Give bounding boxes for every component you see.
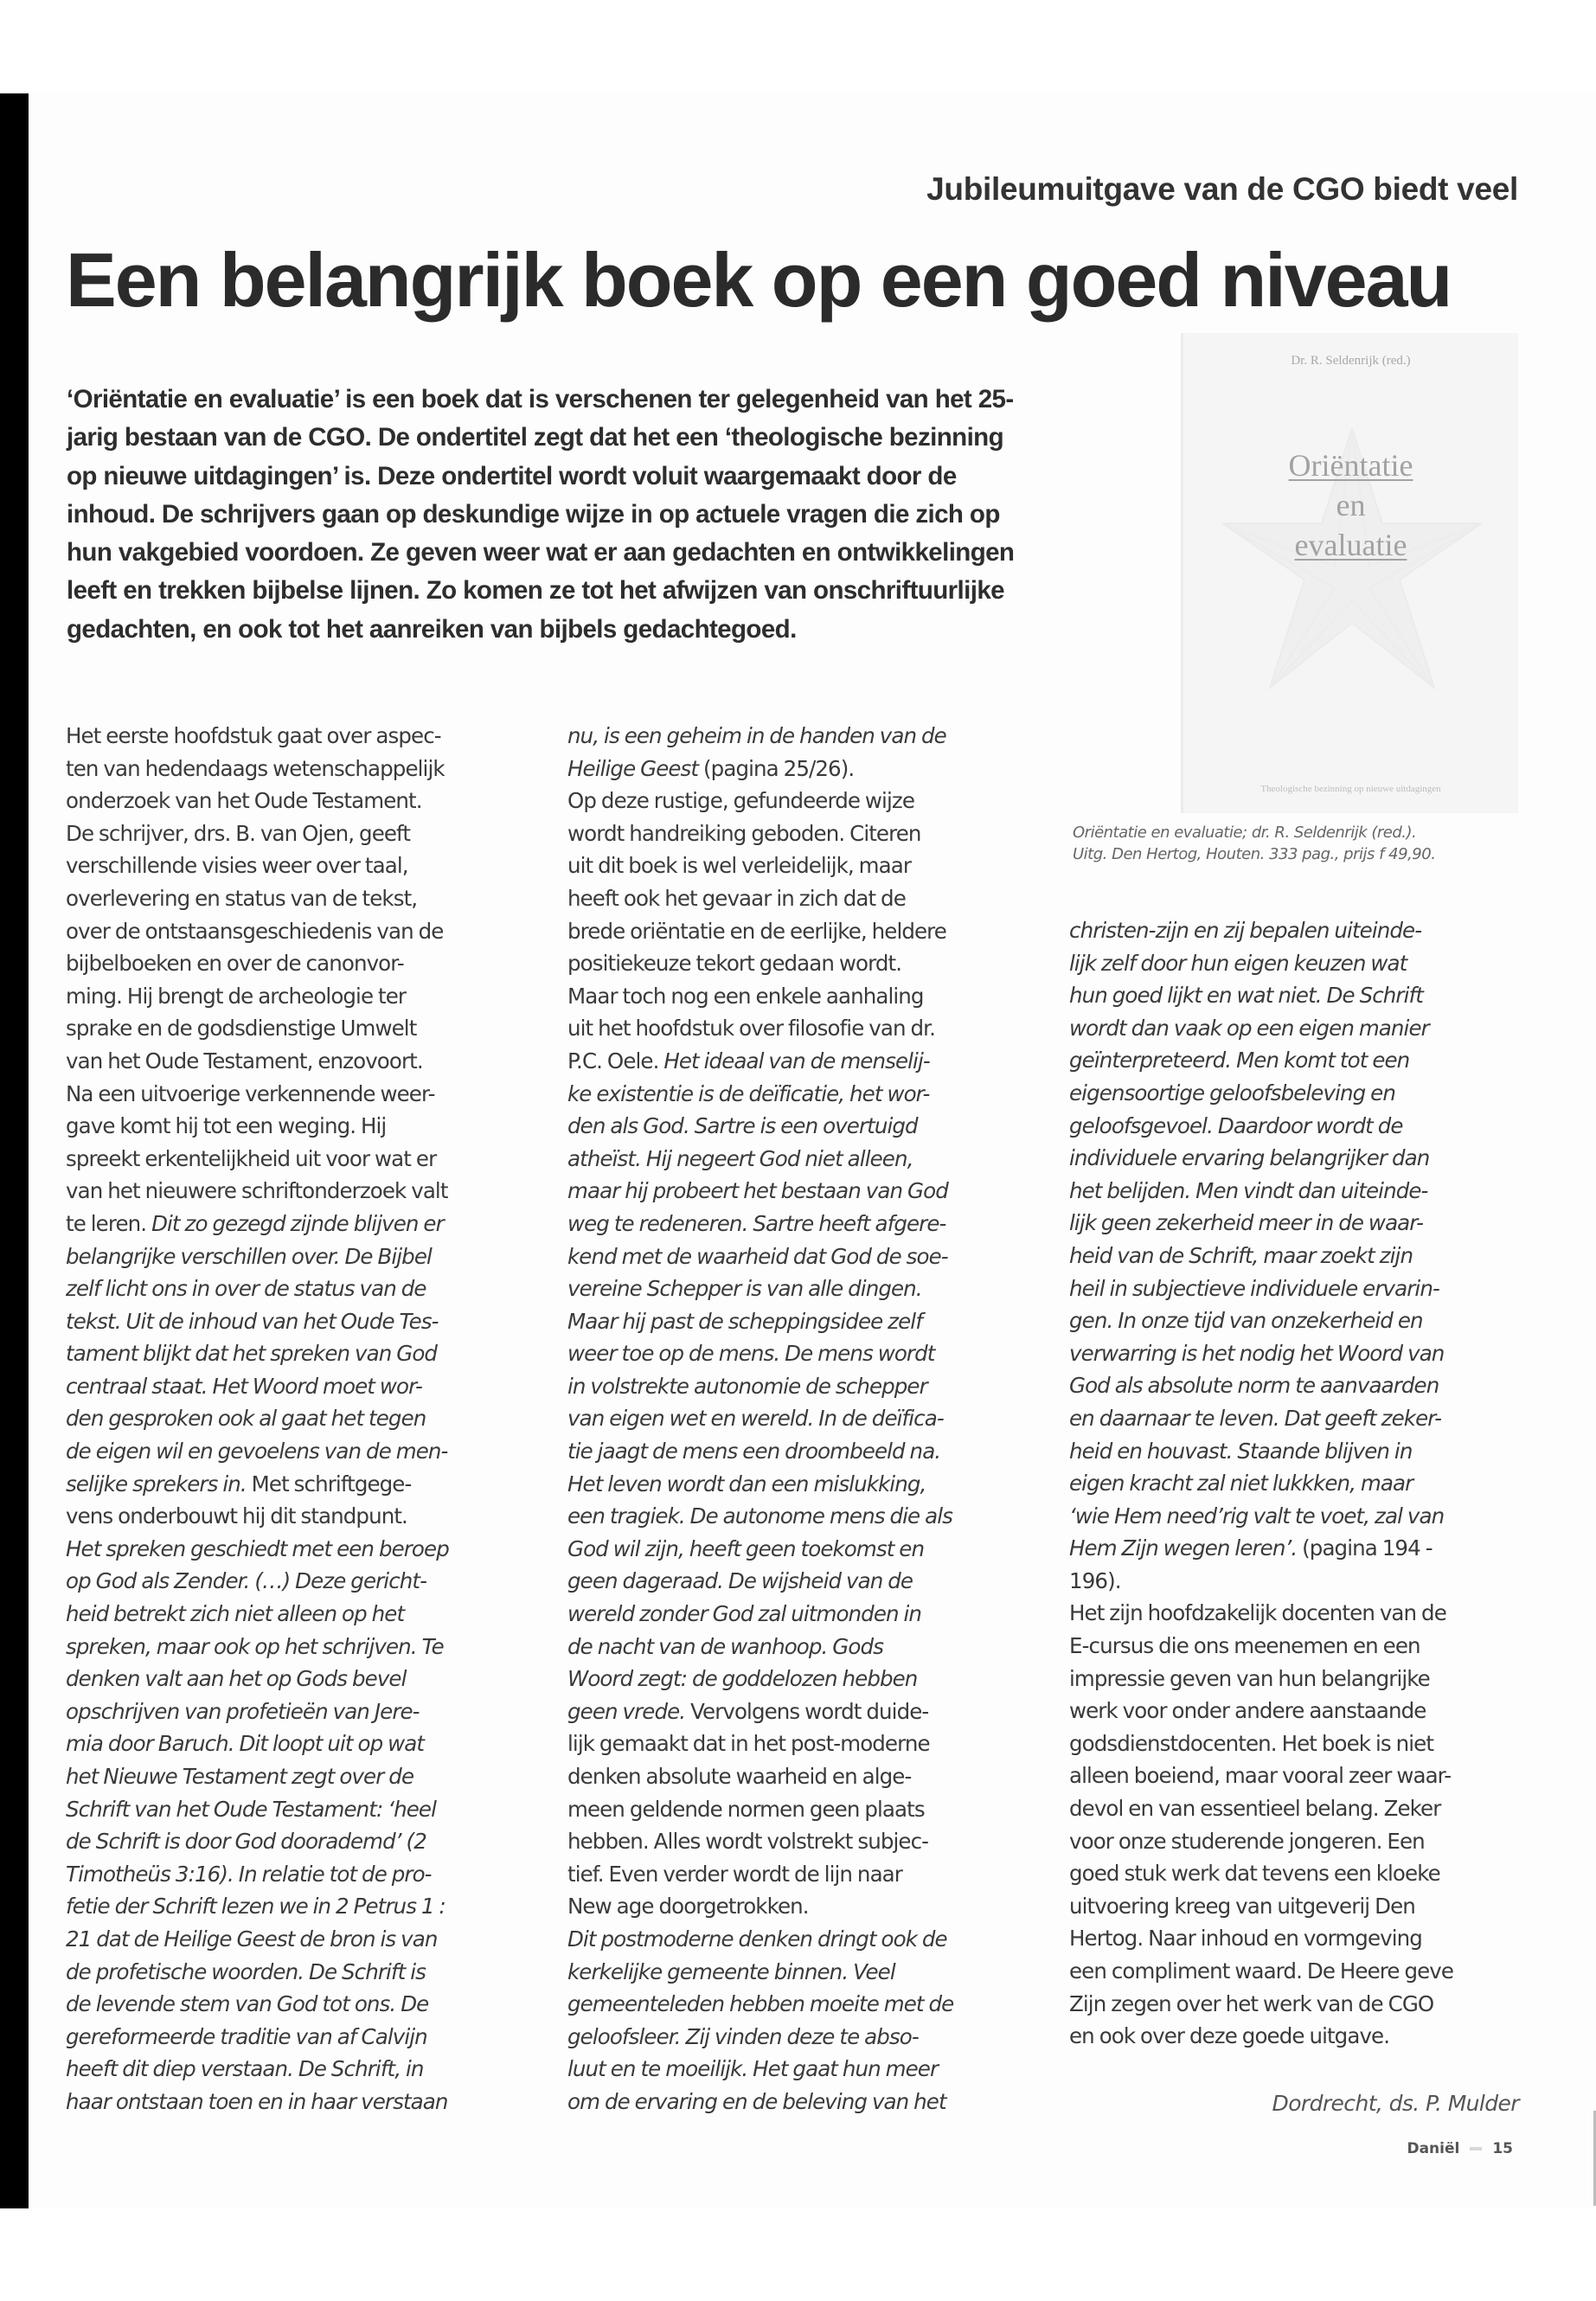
cover-subtitle: Theologische bezinning op nieuwe uitdagingen [1260, 784, 1441, 794]
page-number: 15 [1492, 2140, 1513, 2157]
italic-quote-text: wordt dan vaak op een eigen manier [1069, 1015, 1429, 1041]
italic-quote-text: selijke sprekers in. [66, 1471, 252, 1497]
italic-quote-text: het belijden. Men vindt dan uiteinde- [1069, 1177, 1428, 1203]
body-text: bijbelboeken en over de canonvor- [66, 951, 404, 977]
text-line [66, 753, 550, 785]
text-line [567, 1045, 1052, 1078]
body-text: sprake en de godsdienstige Umwelt [66, 1016, 417, 1042]
italic-quote-text: zelf licht ons in over de status van de [66, 1276, 426, 1302]
text-line [66, 882, 550, 915]
body-text: (pagina 25/26). [698, 755, 855, 781]
body-text: vens onderbouwt hij dit standpunt. [66, 1503, 407, 1529]
text-line [1069, 1175, 1554, 1208]
text-line [1069, 914, 1554, 947]
italic-quote-text: heeft dit diep verstaan. De Schrift, in [66, 2056, 424, 2082]
body-text: De schrijver, drs. B. van Ojen, geeft [66, 820, 411, 846]
body-text: gave komt hij tot een weging. Hij [66, 1113, 387, 1139]
body-text: voor onze studerende jongeren. Een [1069, 1828, 1425, 1854]
text-line [66, 1240, 550, 1273]
text-line [567, 1110, 1052, 1143]
text-line [567, 1012, 1052, 1045]
text-line [1069, 1012, 1554, 1045]
text-line [567, 1370, 1052, 1403]
text-line [1069, 1337, 1554, 1370]
text-line [1069, 947, 1554, 980]
italic-quote-text: geloofsleer. Zij vinden deze te abso- [567, 2023, 919, 2049]
italic-quote-text: gereformeerde traditie van af Calvijn [66, 2023, 427, 2049]
body-text: denken absolute waarheid en alge- [567, 1764, 912, 1789]
text-line [66, 947, 550, 980]
text-line [66, 1598, 550, 1631]
text-line [1069, 1597, 1554, 1630]
italic-quote-text: de levende stem van God tot ons. De [66, 1991, 429, 2017]
body-text: een compliment waard. De Heere geve [1069, 1958, 1454, 1984]
text-line [66, 1988, 550, 2021]
body-text: onderzoek van het Oude Testament. [66, 788, 422, 814]
italic-quote-text: gen. In onze tijd van onzekerheid en [1069, 1308, 1423, 1334]
italic-quote-text: nu, is een geheim in de handen van de [567, 723, 946, 748]
italic-quote-text: kend met de waarheid dat God de soe- [567, 1243, 948, 1269]
italic-quote-text: geen vrede. [567, 1698, 691, 1724]
italic-quote-text: ke existentie is de deïficatie, het wor- [567, 1080, 930, 1106]
text-line [66, 785, 550, 817]
body-text: brede oriëntatie en de eerlijke, heldere [567, 918, 946, 944]
text-line [1069, 1467, 1554, 1500]
text-line [567, 882, 1052, 915]
cover-title-line: en [1336, 488, 1366, 522]
text-line [66, 1858, 550, 1891]
text-line [567, 947, 1052, 980]
article-kicker: Jubileumuitgave van de CGO biedt veel [926, 171, 1518, 207]
italic-quote-text: Schrift van het Oude Testament: ‘heel [66, 1796, 436, 1822]
body-text: Het zijn hoofdzakelijk docenten van de [1069, 1600, 1446, 1626]
book-caption [1073, 822, 1557, 865]
body-text: Zijn zegen over het werk van de CGO [1069, 1990, 1434, 2016]
text-line [1069, 1922, 1554, 1955]
text-line [567, 1402, 1052, 1435]
italic-quote-text: het Nieuwe Testament zegt over de [66, 1764, 414, 1789]
text-line [1069, 1207, 1554, 1240]
text-line [66, 1825, 550, 1858]
body-text: werk voor onder andere aanstaande [1069, 1698, 1426, 1724]
text-line [567, 1240, 1052, 1273]
italic-quote-text: Woord zegt: de goddelozen hebben [567, 1666, 918, 1692]
body-text: uit het hoofdstuk over filosofie van dr. [567, 1016, 935, 1042]
text-line [1069, 1955, 1554, 1988]
text-line [66, 1208, 550, 1240]
article-column-2 [567, 720, 1052, 2118]
text-line [1069, 1142, 1554, 1175]
body-text: spreekt erkentelijkheid uit voor wat er [66, 1145, 437, 1171]
italic-quote-text: heid betrekt zich niet alleen op het [66, 1601, 405, 1627]
author-signature: Dordrecht, ds. P. Mulder [1272, 2091, 1519, 2116]
italic-quote-text: den als God. Sartre is een overtuigd [567, 1113, 918, 1139]
text-line [567, 915, 1052, 948]
body-text: Maar toch nog een enkele aanhaling [567, 983, 924, 1009]
text-line [66, 2053, 550, 2086]
text-line [1069, 1304, 1554, 1337]
italic-quote-text: weer toe op de mens. De mens wordt [567, 1341, 935, 1367]
text-line [567, 1078, 1052, 1111]
italic-quote-text: op God als Zender. (…) Deze gericht- [66, 1568, 427, 1594]
italic-quote-text: de profetische woorden. De Schrift is [66, 1958, 426, 1984]
text-line [66, 1045, 550, 1078]
body-text: 196). [1069, 1567, 1121, 1593]
article-intro: ‘Oriëntatie en evaluatie’ is een boek dat is verschenen ter gelegenheid van het 25-jarig bestaan van de CGO. De ondertitel zegt dat het een ‘theologische bezinning op nieuwe uitdagingen’ is. Deze ondertitel wordt voluit waargemaakt door de inhoud. De schrijvers gaan op deskundige wijze in op actuele vragen die zich op hun vakgebied voordoen. Ze geven weer wat er aan gedachten en ontwikkelingen leeft en trekken bijbelse lijnen. Zo komen ze tot het afwijzen van onschriftuurlijke gedachten, en ook tot het aanreiken van bijbels gedachtegoed. [67, 385, 1015, 644]
italic-quote-text: heid van de Schrift, maar zoekt zijn [1069, 1242, 1413, 1268]
text-line [66, 1468, 550, 1501]
text-line [1069, 1110, 1554, 1143]
text-line [1069, 2020, 1554, 2053]
italic-quote-text: denken valt aan het op Gods bevel [66, 1666, 407, 1692]
text-line [66, 1760, 550, 1793]
italic-quote-text: geïnterpreteerd. Men komt tot een [1069, 1048, 1410, 1074]
italic-quote-text: fetie der Schrift lezen we in 2 Petrus 1 : [66, 1894, 445, 1920]
italic-quote-text: God als absolute norm te aanvaarden [1069, 1373, 1439, 1399]
italic-quote-text: haar ontstaan toen en in haar verstaan [66, 2088, 448, 2114]
text-line [66, 1337, 550, 1370]
italic-quote-text: lijk geen zekerheid meer in de waar- [1069, 1210, 1424, 1236]
body-text: godsdienstdocenten. Het boek is niet [1069, 1730, 1434, 1756]
text-line [1069, 1792, 1554, 1825]
magazine-name: Daniël [1407, 2140, 1460, 2157]
italic-quote-text: wereld zonder God zal uitmonden in [567, 1601, 922, 1627]
text-line [567, 1500, 1052, 1533]
italic-quote-text: Maar hij past de scheppingsidee zelf [567, 1308, 922, 1334]
italic-quote-text: atheïst. Hij negeert God niet alleen, [567, 1145, 913, 1171]
italic-quote-text: om de ervaring en de beleving van het [567, 2088, 946, 2114]
text-line [66, 1078, 550, 1111]
italic-quote-text: eigen kracht zal niet lukkken, maar [1069, 1471, 1413, 1497]
text-line [1069, 1988, 1554, 2021]
italic-quote-text: tekst. Uit de inhoud van het Oude Tes- [66, 1308, 439, 1334]
text-line [567, 1175, 1052, 1208]
italic-quote-text: Dit postmoderne denken dringt ook de [567, 1926, 947, 1952]
text-line [1069, 1077, 1554, 1110]
text-line [567, 1695, 1052, 1728]
italic-quote-text: tament blijkt dat het spreken van God [66, 1341, 438, 1367]
body-text: verschillende visies weer over taal, [66, 853, 408, 879]
scan-binding-edge [0, 93, 29, 2208]
italic-quote-text: mia door Baruch. Dit loopt uit op wat [66, 1731, 425, 1757]
text-line [567, 2086, 1052, 2118]
text-line [66, 1956, 550, 1989]
body-text: impressie geven van hun belangrijke [1069, 1665, 1430, 1691]
text-line [66, 1143, 550, 1176]
italic-quote-text: 21 dat de Heilige Geest de bron is van [66, 1926, 438, 1952]
text-line [567, 1533, 1052, 1566]
body-text: over de ontstaansgeschiedenis van de [66, 918, 444, 944]
book-cover-image [1181, 333, 1518, 813]
body-text: en ook over deze goede uitgave. [1069, 2023, 1390, 2049]
text-line [66, 1663, 550, 1695]
text-line [66, 1110, 550, 1143]
text-line [66, 1923, 550, 1956]
body-text: Met schriftgege- [251, 1471, 412, 1497]
italic-quote-text: weg te redeneren. Sartre heeft afgere- [567, 1210, 946, 1236]
italic-quote-text: individuele ervaring belangrijker dan [1069, 1145, 1430, 1171]
italic-quote-text: eigensoortige geloofsbeleving en [1069, 1080, 1395, 1106]
page-footer [1407, 2140, 1513, 2157]
text-line [66, 1565, 550, 1598]
body-text: uitvoering kreeg van uitgeverij Den [1069, 1893, 1415, 1919]
text-line [66, 1305, 550, 1338]
article-headline: Een belangrijk boek op een goed niveau [66, 237, 1452, 323]
italic-quote-text: Hem Zijn wegen leren’. [1069, 1535, 1298, 1561]
text-line [567, 2021, 1052, 2054]
italic-quote-text: in volstrekte autonomie de schepper [567, 1373, 927, 1399]
italic-quote-text: ‘wie Hem need’rig valt te voet, zal van [1069, 1503, 1445, 1529]
italic-quote-text: centraal staat. Het Woord moet wor- [66, 1373, 422, 1399]
text-line [567, 1858, 1052, 1891]
body-text: New age doorgetrokken. [567, 1894, 809, 1920]
body-text: (pagina 194 - [1297, 1535, 1433, 1561]
text-line [1069, 1044, 1554, 1077]
body-text: Vervolgens wordt duide- [690, 1698, 929, 1724]
text-line [1069, 1500, 1554, 1533]
text-line [66, 2021, 550, 2054]
italic-quote-text: Dit zo gezegd zijnde blijven er [151, 1210, 444, 1236]
text-line [66, 1890, 550, 1923]
italic-quote-text: christen-zijn en zij bepalen uiteinde- [1069, 918, 1422, 943]
text-line [1069, 1240, 1554, 1272]
text-line [66, 1695, 550, 1728]
text-line [66, 2086, 550, 2118]
text-line [66, 1435, 550, 1468]
body-text: uit dit boek is wel verleidelijk, maar [567, 853, 912, 879]
text-line [567, 1337, 1052, 1370]
body-text: Op deze rustige, gefundeerde wijze [567, 788, 914, 814]
italic-quote-text: van eigen wet en wereld. In de deïfica- [567, 1406, 944, 1432]
text-line [567, 1890, 1052, 1923]
article-column-3 [1069, 914, 1554, 2053]
text-line [567, 1208, 1052, 1240]
text-line [567, 817, 1052, 850]
italic-quote-text: Timotheüs 3:16). In relatie tot de pro- [66, 1861, 432, 1887]
text-line [1069, 1630, 1554, 1663]
text-line [66, 1012, 550, 1045]
text-line [567, 1435, 1052, 1468]
text-line [66, 1175, 550, 1208]
text-line [567, 849, 1052, 882]
text-line [66, 817, 550, 850]
text-line [567, 1663, 1052, 1695]
italic-quote-text: verwarring is het nodig het Woord van [1069, 1340, 1445, 1366]
text-line [567, 1468, 1052, 1501]
text-line [66, 1793, 550, 1826]
text-line [66, 1370, 550, 1403]
body-text: lijk gemaakt dat in het post-moderne [567, 1731, 930, 1757]
article-column-1 [66, 720, 550, 2118]
text-line [66, 1533, 550, 1566]
text-line [66, 980, 550, 1013]
cover-author: Dr. R. Seldenrijk (red.) [1291, 354, 1411, 368]
text-line [1069, 1402, 1554, 1435]
italic-quote-text: belangrijke verschillen over. De Bijbel [66, 1243, 432, 1269]
body-text: wordt handreiking geboden. Citeren [567, 820, 921, 846]
italic-quote-text: heid en houvast. Staande blijven in [1069, 1438, 1413, 1464]
text-line [567, 1825, 1052, 1858]
italic-quote-text: de Schrift is door God doorademd’ (2 [66, 1829, 426, 1855]
text-line [1069, 1890, 1554, 1923]
text-line [1069, 1663, 1554, 1695]
body-text: heeft ook het gevaar in zich dat de [567, 885, 906, 911]
italic-quote-text: den gesproken ook al gaat het tegen [66, 1406, 426, 1432]
body-text: te leren. [66, 1210, 152, 1236]
text-line [567, 1305, 1052, 1338]
text-line [66, 1727, 550, 1760]
italic-quote-text: geloofsgevoel. Daardoor wordt de [1069, 1112, 1403, 1138]
cover-title-line: evaluatie [1294, 528, 1407, 562]
italic-quote-text: Het spreken geschiedt met een beroep [66, 1535, 449, 1561]
text-line [567, 1598, 1052, 1631]
text-line [567, 1272, 1052, 1305]
text-line [567, 1143, 1052, 1176]
italic-quote-text: een tragiek. De autonome mens die als [567, 1503, 952, 1529]
italic-quote-text: luut en te moeilijk. Het gaat hun meer [567, 2056, 939, 2082]
text-line [66, 1631, 550, 1663]
italic-quote-text: heil in subjectieve individuele ervarin- [1069, 1275, 1439, 1301]
body-text: hebben. Alles wordt volstrekt subjec- [567, 1829, 929, 1855]
text-line [567, 1793, 1052, 1826]
text-line [567, 785, 1052, 817]
text-line [1069, 1727, 1554, 1760]
body-text: meen geldende normen geen plaats [567, 1796, 925, 1822]
body-text: alleen boeiend, maar vooral zeer waar- [1069, 1763, 1452, 1789]
text-line [567, 1988, 1052, 2021]
body-text: ming. Hij brengt de archeologie ter [66, 983, 407, 1009]
italic-quote-text: de eigen wil en gevoelens van de men- [66, 1439, 448, 1465]
italic-quote-text: vereine Schepper is van alle dingen. [567, 1276, 922, 1302]
body-text: P.C. Oele. [567, 1048, 664, 1074]
italic-quote-text: gemeenteleden hebben moeite met de [567, 1991, 954, 2017]
italic-quote-text: Heilige Geest [567, 755, 699, 781]
italic-quote-text: lijk zelf door hun eigen keuzen wat [1069, 950, 1407, 976]
italic-quote-text: God wil zijn, heeft geen toekomst en [567, 1535, 925, 1561]
text-line [567, 980, 1052, 1013]
footer-separator [1470, 2147, 1482, 2150]
text-line [1069, 1857, 1554, 1890]
body-text: van het nieuwere schriftonderzoek valt [66, 1178, 448, 1204]
body-text: overlevering en status van de tekst, [66, 885, 418, 911]
text-line [1069, 1565, 1554, 1598]
body-text: Na een uitvoerige verkennende weer- [66, 1080, 435, 1106]
body-text: goed stuk werk dat tevens een kloeke [1069, 1861, 1440, 1887]
body-text: devol en van essentieel belang. Zeker [1069, 1796, 1441, 1822]
text-line [567, 1565, 1052, 1598]
text-line [1069, 1369, 1554, 1402]
text-line [1069, 1759, 1554, 1792]
italic-quote-text: kerkelijke gemeente binnen. Veel [567, 1958, 895, 1984]
cover-title-line: Oriëntatie [1288, 448, 1413, 483]
caption-line: Uitg. Den Hertog, Houten. 333 pag., prijs f 49,90. [1073, 845, 1436, 863]
text-line [1069, 1695, 1554, 1727]
text-line [66, 849, 550, 882]
body-text: ten van hedendaags wetenschappelijk [66, 755, 445, 781]
text-line [66, 1500, 550, 1533]
italic-quote-text: tie jaagt de mens een droombeeld na. [567, 1439, 941, 1465]
body-text: Het eerste hoofdstuk gaat over aspec- [66, 723, 441, 748]
body-text: E-cursus die ons meenemen en een [1069, 1633, 1420, 1659]
italic-quote-text: hun goed lijkt en wat niet. De Schrift [1069, 983, 1423, 1009]
text-line [66, 1402, 550, 1435]
text-line [567, 1956, 1052, 1989]
body-text: tief. Even verder wordt de lijn naar [567, 1861, 902, 1887]
italic-quote-text: Het leven wordt dan een mislukking, [567, 1471, 926, 1497]
cover-title [1183, 445, 1518, 565]
italic-quote-text: en daarnaar te leven. Dat geeft zeker- [1069, 1405, 1442, 1431]
italic-quote-text: de nacht van de wanhoop. Gods [567, 1633, 883, 1659]
text-line [66, 1272, 550, 1305]
italic-quote-text: maar hij probeert het bestaan van God [567, 1178, 948, 1204]
text-line [567, 753, 1052, 785]
text-line [567, 1727, 1052, 1760]
italic-quote-text: opschrijven van profetieën van Jere- [66, 1698, 420, 1724]
text-line [567, 1923, 1052, 1956]
text-line [1069, 979, 1554, 1012]
body-text: Hertog. Naar inhoud en vormgeving [1069, 1926, 1422, 1952]
text-line [1069, 1435, 1554, 1468]
body-text: positiekeuze tekort gedaan wordt. [567, 951, 902, 977]
text-line [567, 1760, 1052, 1793]
text-line [66, 720, 550, 753]
body-text: van het Oude Testament, enzovoort. [66, 1048, 423, 1074]
text-line [567, 2053, 1052, 2086]
text-line [1069, 1532, 1554, 1565]
italic-quote-text: spreken, maar ook op het schrijven. Te [66, 1633, 444, 1659]
caption-line: Oriëntatie en evaluatie; dr. R. Seldenrijk (red.). [1073, 824, 1417, 842]
italic-quote-text: Het ideaal van de menselij- [663, 1048, 930, 1074]
text-line [567, 1631, 1052, 1663]
italic-quote-text: geen dageraad. De wijsheid van de [567, 1568, 913, 1594]
text-line [1069, 1272, 1554, 1305]
text-line [567, 720, 1052, 753]
text-line [1069, 1825, 1554, 1858]
text-line [66, 915, 550, 948]
